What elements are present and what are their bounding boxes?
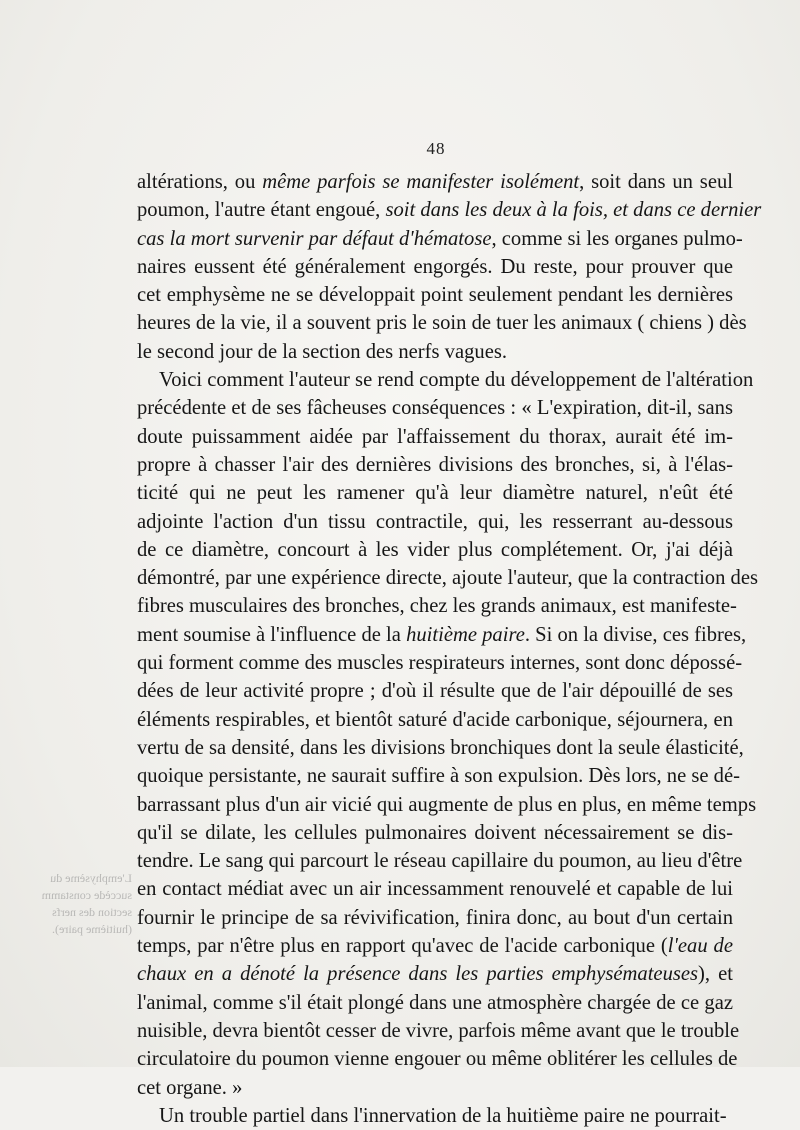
text-line <box>137 338 733 366</box>
text-run: précédente et de ses fâcheuses conséquences : « L'expiration, dit-il, sans <box>137 397 733 420</box>
text-line <box>137 819 733 847</box>
text-run: doute puissamment aidée par l'affaissement du thorax, aurait été im- <box>137 425 733 448</box>
text-run: temps, par n'être plus en rapport qu'avec de l'acide carbonique ( <box>137 935 668 958</box>
text-line <box>137 479 733 507</box>
text-run: ticité qui ne peut les ramener qu'à leur diamètre naturel, n'eût été <box>137 482 733 505</box>
text-line <box>137 904 733 932</box>
text-line <box>137 1045 738 1073</box>
italic-phrase: même parfois se manifester isolément <box>262 171 580 193</box>
text-run: fournir le principe de sa révivification, finira donc, au bout d'un certain <box>137 906 733 929</box>
text-run: barrassant plus d'un air vicié qui augmente de plus en plus, en même temps <box>137 793 757 816</box>
text-line <box>137 706 733 734</box>
text-run: poumon, l'autre étant engoué, <box>137 199 386 222</box>
text-line <box>137 649 743 677</box>
text-run: l'animal, comme s'il était plongé dans une atmosphère chargée de ce gaz <box>137 991 733 1014</box>
text-line <box>137 451 733 479</box>
bleed-line: section des nerfs <box>52 905 132 919</box>
text-line <box>137 309 747 337</box>
text-line <box>137 875 733 903</box>
italic-phrase: cas la mort survenir par défaut d'hématose <box>137 227 492 250</box>
text-run: circulatoire du poumon vienne engouer ou même oblitérer les cellules de <box>137 1048 738 1071</box>
text-line <box>137 536 733 564</box>
text-run: qui forment comme des muscles respirateurs internes, sont donc dépossé- <box>137 652 743 675</box>
text-run: nuisible, devra bientôt cesser de vivre, parfois même avant que le trouble <box>137 1019 740 1042</box>
text-run: ment soumise à l'influence de la <box>137 623 407 646</box>
text-line <box>137 508 733 536</box>
text-line <box>137 762 740 790</box>
italic-phrase: l'eau de <box>667 935 733 958</box>
italic-phrase: chaux en a dénoté la présence dans les parties emphysémateuses <box>137 963 699 986</box>
text-run: ), et <box>698 963 733 986</box>
bleed-through-margin-note <box>2 870 132 938</box>
text-run: . Si on la divise, ces fibres, <box>524 623 747 646</box>
italic-phrase: soit dans les deux à la fois, et dans ce dernier <box>385 199 762 222</box>
text-run: altérations, ou <box>137 171 263 193</box>
text-line <box>137 168 733 196</box>
text-run: cet emphysème ne se développait point seulement pendant les dernières <box>137 284 733 307</box>
text-line <box>137 1074 733 1102</box>
text-run: naires eussent été généralement engorgés. Du reste, pour prouver que <box>137 255 733 278</box>
bleed-line: L'emphysème du <box>50 871 132 885</box>
text-run: cet organe. » <box>137 1076 243 1099</box>
text-run: quoique persistante, ne saurait suffire à son expulsion. Dès lors, ne se dé- <box>137 765 740 788</box>
text-run: fibres musculaires des bronches, chez les grands animaux, est manifeste- <box>137 595 737 618</box>
text-line <box>137 564 758 592</box>
text-run: vertu de sa densité, dans les divisions bronchiques dont la seule élasticité, <box>137 736 744 759</box>
bleed-line: succède constamm <box>41 888 132 902</box>
text-run: , comme si les organes pulmo- <box>491 227 743 250</box>
text-run: en contact médiat avec un air incessamment renouvelé et capable de lui <box>137 878 733 901</box>
text-run: dées de leur activité propre ; d'où il résulte que de l'air dépouillé de ses <box>137 680 733 703</box>
page-number: 48 <box>426 139 446 158</box>
text-line <box>137 621 747 649</box>
text-line <box>137 225 743 253</box>
text-line <box>137 1017 740 1045</box>
text-line <box>137 734 744 762</box>
text-line <box>137 960 733 988</box>
italic-phrase: huitième paire <box>406 623 525 646</box>
text-run: Un trouble partiel dans l'innervation de la huitième paire ne pourrait- <box>159 1104 727 1127</box>
text-run: le second jour de la section des nerfs vagues. <box>137 340 507 363</box>
text-run: heures de la vie, il a souvent pris le soin de tuer les animaux ( chiens ) dès <box>137 312 747 335</box>
text-run: Voici comment l'auteur se rend compte du développement de l'altération <box>159 369 754 392</box>
text-line <box>137 1102 733 1130</box>
body-text <box>137 168 762 1130</box>
text-line <box>137 989 733 1017</box>
bleed-line: (huitième paire). <box>52 922 132 936</box>
text-run: adjointe l'action d'un tissu contractile, qui, les resserrant au-dessous <box>137 510 733 533</box>
text-run: démontré, par une expérience directe, ajoute l'auteur, que la contraction des <box>137 567 758 590</box>
text-line <box>137 423 733 451</box>
text-run: de ce diamètre, concourt à les vider plus complétement. Or, j'ai déjà <box>137 538 733 561</box>
text-run: , soit dans un seul <box>579 171 733 193</box>
text-line <box>137 253 733 281</box>
text-run: propre à chasser l'air des dernières divisions des bronches, si, à l'élas- <box>137 453 733 476</box>
text-run: qu'il se dilate, les cellules pulmonaires doivent nécessairement se dis- <box>137 821 733 844</box>
text-line <box>137 791 757 819</box>
text-line <box>137 847 743 875</box>
text-line <box>137 366 754 394</box>
text-run: tendre. Le sang qui parcourt le réseau capillaire du poumon, au lieu d'être <box>137 850 743 873</box>
text-line <box>137 592 737 620</box>
text-line <box>137 394 733 422</box>
text-line <box>137 196 762 224</box>
text-line <box>137 932 733 960</box>
text-run: éléments respirables, et bientôt saturé d'acide carbonique, séjournera, en <box>137 708 733 731</box>
text-line <box>137 281 733 309</box>
text-line <box>137 677 733 705</box>
